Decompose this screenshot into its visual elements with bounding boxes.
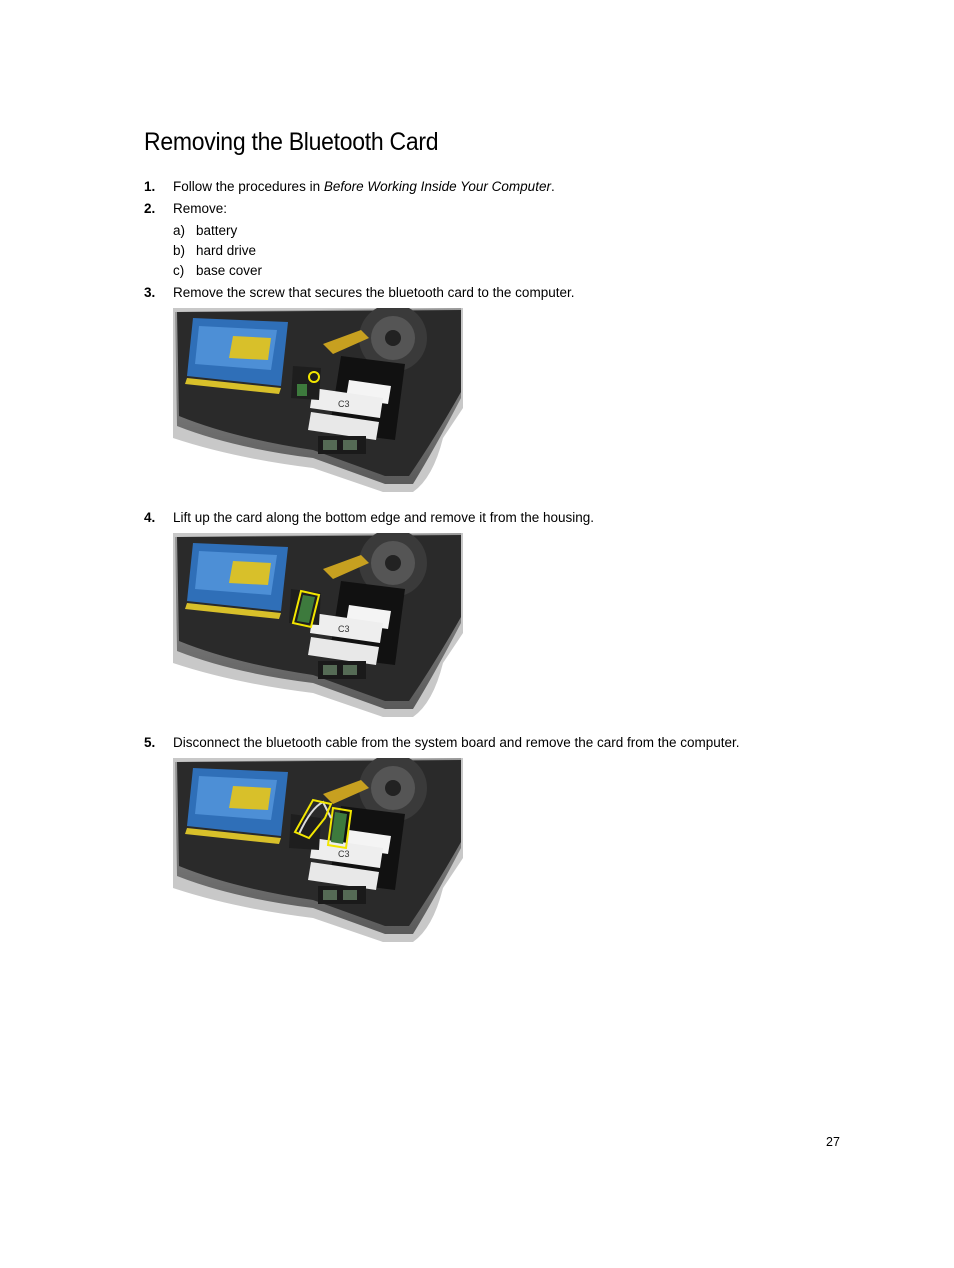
- laptop-internals-image: [173, 533, 463, 717]
- figure-lift-card: [173, 533, 463, 717]
- component-label: C3: [338, 849, 350, 859]
- step-number: 1.: [144, 179, 156, 194]
- step-text: Disconnect the bluetooth cable from the system board and remove the card from the computer.: [173, 735, 740, 750]
- component-label: C3: [338, 399, 350, 409]
- sub-item-hard-drive: b) hard drive: [173, 243, 257, 258]
- step-number: 4.: [144, 510, 156, 525]
- step-number: 5.: [144, 735, 156, 750]
- laptop-internals-image: [173, 308, 463, 492]
- step-text: Remove:: [173, 201, 228, 216]
- component-label: C3: [338, 624, 350, 634]
- step-text: Follow the procedures in Before Working Inside Your Computer.: [173, 179, 555, 194]
- laptop-internals-image: [173, 758, 463, 942]
- step-number: 3.: [144, 285, 156, 300]
- figure-disconnect-cable: [173, 758, 463, 942]
- sub-item-battery: a) battery: [173, 223, 238, 238]
- step-text: Lift up the card along the bottom edge and remove it from the housing.: [173, 510, 595, 525]
- page-number: 27: [826, 1135, 840, 1149]
- document-reference: Before Working Inside Your Computer: [323, 179, 551, 194]
- page-title: Removing the Bluetooth Card: [144, 128, 439, 156]
- figure-remove-screw: [173, 308, 463, 492]
- step-number: 2.: [144, 201, 156, 216]
- step-text: Remove the screw that secures the bluetooth card to the computer.: [173, 285, 575, 300]
- sub-item-base-cover: c) base cover: [173, 263, 263, 278]
